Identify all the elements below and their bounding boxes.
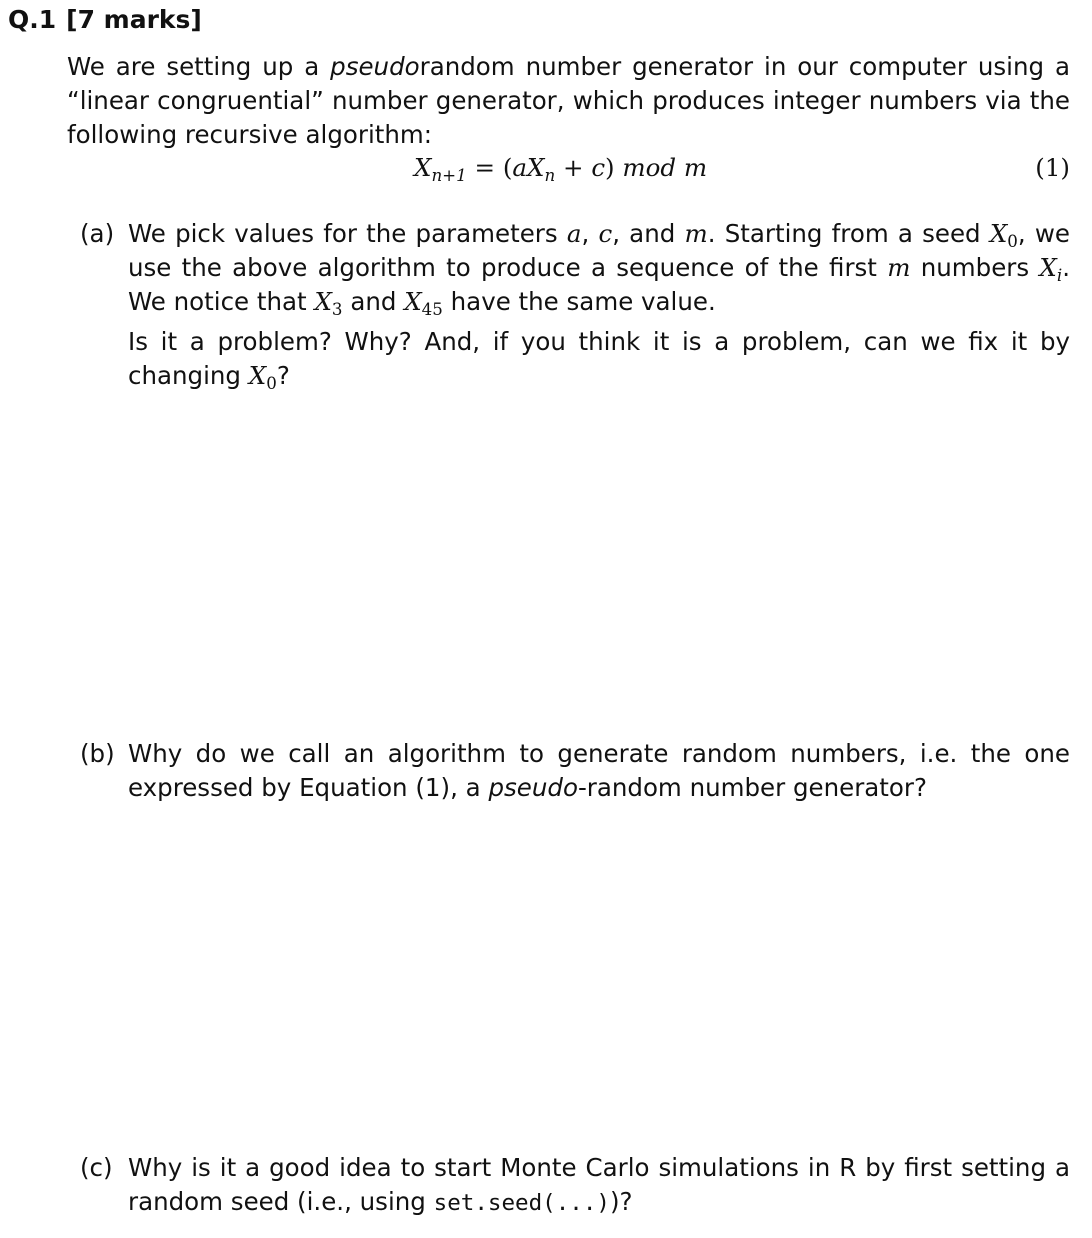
part-b-text: Why do we call an algorithm to generate random numbers, i.e. the one expressed by Equation (1), a xyxy=(128,739,1070,802)
var-a: a xyxy=(566,219,582,248)
question-header xyxy=(8,3,202,37)
code-set-seed: set.seed(...) xyxy=(433,1190,610,1216)
part-a-question xyxy=(128,325,1070,393)
question-marks: [7 marks] xyxy=(66,5,202,34)
part-b-body xyxy=(128,737,1070,805)
var-xi: X xyxy=(1039,253,1057,282)
part-a-text: , we use the above algorithm to produce a sequence of the first xyxy=(128,219,1070,282)
part-a-text: . Starting from a seed xyxy=(707,219,990,248)
var-m: m xyxy=(684,219,708,248)
var-x45: X xyxy=(404,287,422,316)
part-a-text: ? xyxy=(276,361,290,390)
var-x0: X xyxy=(989,219,1008,248)
part-c-text: Why is it a good idea to start Monte Carlo simulations in R by first setting a random seed (i.e., using xyxy=(128,1153,1070,1216)
part-a-text: , xyxy=(581,219,599,248)
part-b-italic-pseudo: pseudo xyxy=(488,773,578,802)
question-number: Q.1 xyxy=(8,5,57,34)
part-a-text: have the same value. xyxy=(442,287,716,316)
part-b-text: -random number generator? xyxy=(577,773,927,802)
var-x45-sub: 45 xyxy=(421,299,443,319)
equation-block xyxy=(0,151,1070,185)
var-xi-sub: i xyxy=(1056,265,1063,285)
eq-x-sub: n xyxy=(544,165,556,185)
eq-mod: mod m xyxy=(622,153,708,182)
part-a-text: We pick values for the parameters xyxy=(128,219,567,248)
part-a-label: (a) xyxy=(80,219,115,248)
var-x3-sub: 3 xyxy=(331,299,343,319)
equation-number: (1) xyxy=(1035,153,1070,182)
var-m: m xyxy=(887,253,911,282)
intro-text-1: We are setting up a xyxy=(67,52,331,81)
intro-paragraph xyxy=(67,50,1070,152)
equation-formula xyxy=(414,151,707,185)
part-a-text: . We notice that xyxy=(128,253,1070,316)
var-x0-sub: 0 xyxy=(1007,231,1018,251)
part-a-text: numbers xyxy=(910,253,1040,282)
part-a-statement xyxy=(128,217,1070,319)
var-x0-sub: 0 xyxy=(266,373,277,393)
eq-c: c xyxy=(591,153,606,182)
part-c-text: )? xyxy=(609,1187,633,1216)
eq-close: ) xyxy=(605,153,623,182)
part-c-body xyxy=(128,1151,1070,1220)
eq-a: a xyxy=(512,153,528,182)
eq-lhs-sub: n+1 xyxy=(431,165,467,185)
intro-text-2: random number generator in our computer using a “linear congruential” number generator, which produces integer numbers via the following recursive algorithm: xyxy=(67,52,1071,149)
part-a-text: and xyxy=(342,287,405,316)
part-c-label: (c) xyxy=(80,1153,113,1182)
eq-plus: + xyxy=(555,153,592,182)
eq-x: X xyxy=(527,153,545,182)
var-x0: X xyxy=(248,361,267,390)
part-a-text: Is it a problem? Why? And, if you think it is a problem, can we fix it by changing xyxy=(128,327,1070,390)
intro-italic-pseudo: pseudo xyxy=(330,52,420,81)
part-a-body xyxy=(128,217,1070,393)
eq-lhs: X xyxy=(414,153,432,182)
var-x3: X xyxy=(314,287,332,316)
eq-equals: = ( xyxy=(466,153,513,182)
part-b-label: (b) xyxy=(80,739,115,768)
part-a-text: , and xyxy=(612,219,685,248)
var-c: c xyxy=(598,219,613,248)
